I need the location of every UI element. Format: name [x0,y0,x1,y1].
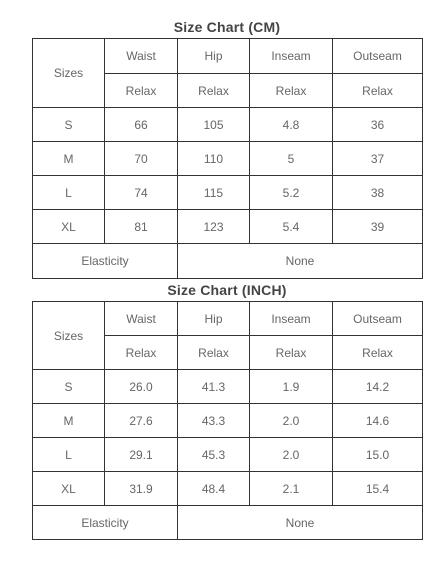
header-row [33,302,423,336]
waist-cell: 29.1 [105,438,178,472]
waist-cell: 66 [105,108,178,142]
inseam-cell: 2.0 [250,438,333,472]
table-row [33,438,423,472]
outseam-fit: Relax [333,74,423,108]
inseam-fit: Relax [250,336,333,370]
waist-header: Waist [105,302,178,336]
table-row [33,176,423,210]
table-row [33,142,423,176]
elasticity-row [33,506,423,540]
inseam-cell: 2.0 [250,404,333,438]
sizes-header: Sizes [33,39,105,108]
inseam-cell: 2.1 [250,472,333,506]
table-row [33,370,423,404]
hip-cell: 45.3 [178,438,250,472]
size-table [32,38,423,279]
elasticity-label: Elasticity [33,506,178,540]
outseam-header: Outseam [333,302,423,336]
inseam-cell: 4.8 [250,108,333,142]
waist-header: Waist [105,39,178,74]
hip-fit: Relax [178,74,250,108]
elasticity-row [33,244,423,279]
waist-cell: 31.9 [105,472,178,506]
size-chart-inch [32,279,422,540]
size-cell: L [33,438,105,472]
hip-cell: 123 [178,210,250,244]
outseam-cell: 14.6 [333,404,423,438]
hip-cell: 48.4 [178,472,250,506]
table-row [33,210,423,244]
table-row [33,472,423,506]
outseam-cell: 14.2 [333,370,423,404]
inseam-header: Inseam [250,302,333,336]
size-cell: S [33,108,105,142]
chart-title: Size Chart (CM) [173,19,281,35]
waist-cell: 27.6 [105,404,178,438]
inseam-header: Inseam [250,39,333,74]
waist-fit: Relax [105,336,178,370]
size-cell: M [33,404,105,438]
outseam-cell: 36 [333,108,423,142]
table-row [33,404,423,438]
outseam-header: Outseam [333,39,423,74]
hip-cell: 43.3 [178,404,250,438]
elasticity-label: Elasticity [33,244,178,279]
size-cell: L [33,176,105,210]
waist-fit: Relax [105,74,178,108]
header-row [33,39,423,74]
waist-cell: 70 [105,142,178,176]
hip-cell: 105 [178,108,250,142]
hip-cell: 110 [178,142,250,176]
inseam-fit: Relax [250,74,333,108]
outseam-cell: 15.0 [333,438,423,472]
sizes-header: Sizes [33,302,105,370]
outseam-fit: Relax [333,336,423,370]
inseam-cell: 1.9 [250,370,333,404]
inseam-cell: 5 [250,142,333,176]
elasticity-value: None [178,506,423,540]
waist-cell: 81 [105,210,178,244]
size-cell: S [33,370,105,404]
hip-cell: 115 [178,176,250,210]
hip-cell: 41.3 [178,370,250,404]
waist-cell: 26.0 [105,370,178,404]
size-cell: M [33,142,105,176]
hip-fit: Relax [178,336,250,370]
size-table [32,301,423,540]
inseam-cell: 5.4 [250,210,333,244]
size-cell: XL [33,210,105,244]
outseam-cell: 39 [333,210,423,244]
inseam-cell: 5.2 [250,176,333,210]
table-row [33,108,423,142]
outseam-cell: 38 [333,176,423,210]
outseam-cell: 15.4 [333,472,423,506]
waist-cell: 74 [105,176,178,210]
hip-header: Hip [178,39,250,74]
elasticity-value: None [178,244,423,279]
size-chart-cm [32,16,422,279]
hip-header: Hip [178,302,250,336]
size-cell: XL [33,472,105,506]
chart-title: Size Chart (INCH) [167,282,287,298]
outseam-cell: 37 [333,142,423,176]
